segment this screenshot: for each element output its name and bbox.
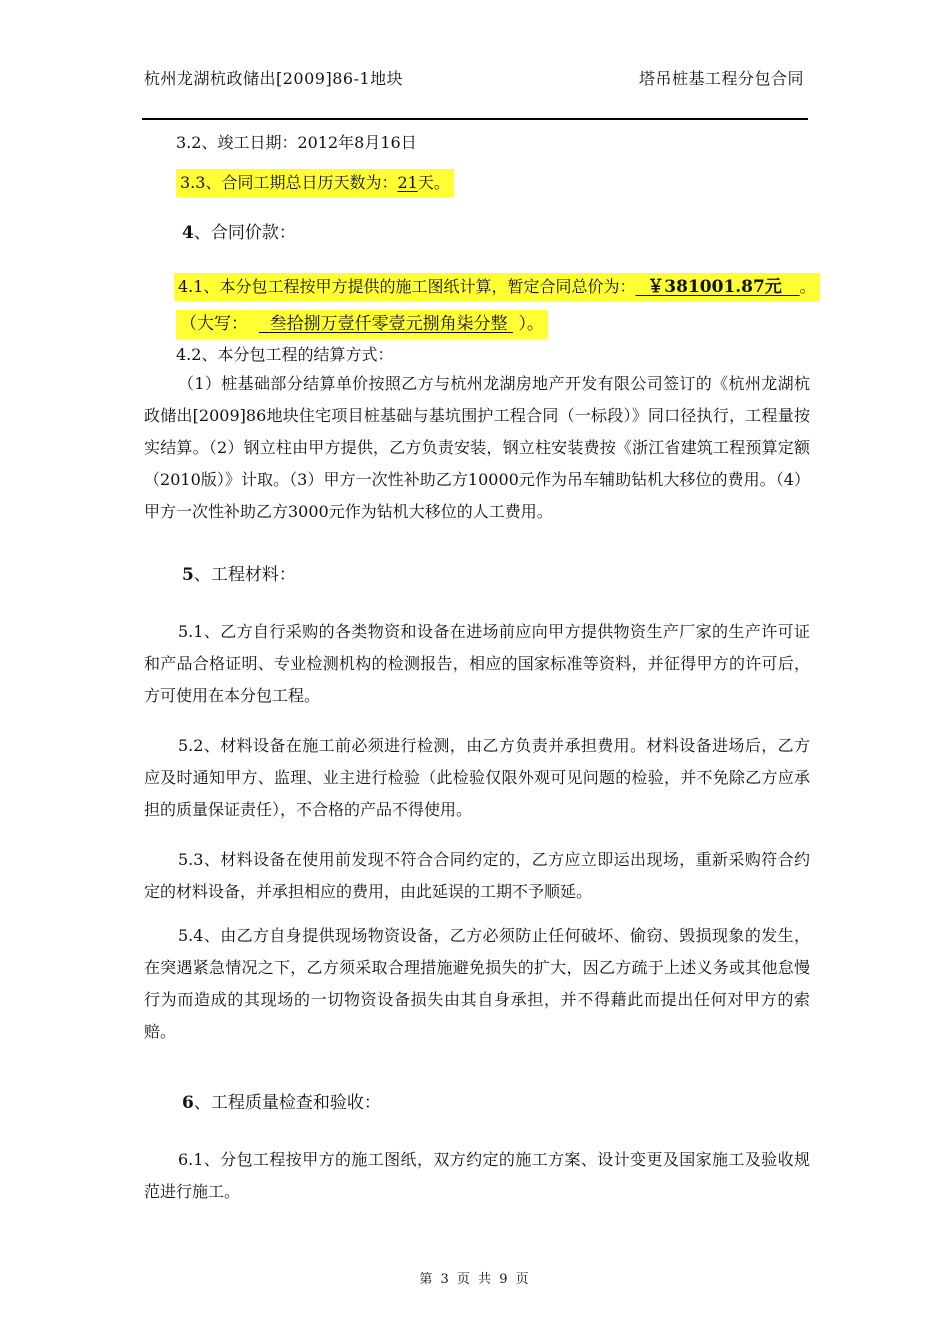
clause-4-1: 4.1、本分包工程按甲方提供的施工图纸计算，暂定合同总价为： ￥381001.87元 。 xyxy=(174,272,820,297)
header-right: 塔吊桩基工程分包合同 xyxy=(638,69,804,88)
clause-5-2: 5.2、材料设备在施工前必须进行检测，由乙方负责并承担费用。材料设备进场后，乙方应及时通知甲方、监理、业主进行检验（此检验仅限外观可见问题的检验，并不免除乙方应承担的质量保证责任），不合格的产品不得使用。 xyxy=(144,736,810,819)
clause-4-1-prefix: 4.1、本分包工程按甲方提供的施工图纸计算，暂定合同总价为： xyxy=(178,277,636,296)
contract-amount-words: 叁拾捌万壹仟零壹元捌角柒分整 xyxy=(269,314,508,334)
clause-5-3: 5.3、材料设备在使用前发现不符合合同约定的，乙方应立即运出现场，重新采购符合约定的材料设备，并承担相应的费用，由此延误的工期不予顺延。 xyxy=(144,850,810,901)
contract-amount: ￥381001.87元 xyxy=(647,277,782,297)
clause-6-1: 6.1、分包工程按甲方的施工图纸，双方约定的施工方案、设计变更及国家施工及验收规范进行施工。 xyxy=(144,1150,810,1201)
section-4-heading: 4、合同价款： xyxy=(182,223,296,243)
clause-5-1: 5.1、乙方自行采购的各类物资和设备在进场前应向甲方提供物资生产厂家的生产许可证和产品合格证明、专业检测机构的检测报告，相应的国家标准等资料，并征得甲方的许可后，方可使用在本分包工程。 xyxy=(144,622,810,705)
section-6-heading: 6、工程质量检查和验收： xyxy=(182,1093,381,1113)
clause-4-1-daxie: （大写： 叁拾捌万壹仟零壹元捌角柒分整 ）。 xyxy=(176,309,548,334)
clause-5-4: 5.4、由乙方自身提供现场物资设备，乙方必须防止任何破坏、偷窃、毁损现象的发生，在突遇紧急情况之下，乙方须采取合理措施避免损失的扩大，因乙方疏于上述义务或其他怠慢行为而造成的其现场的一切物资设备损失由其自身承担，并不得藉此而提出任何对甲方的索赔。 xyxy=(144,926,810,1041)
clause-4-2-body: （1）桩基础部分结算单价按照乙方与杭州龙湖房地产开发有限公司签订的《杭州龙湖杭政储出[2009]86地块住宅项目桩基础与基坑围护工程合同（一标段）》同口径执行，工程量按实结算。（2）钢立柱由甲方提供，乙方负责安装，钢立柱安装费按《浙江省建筑工程预算定额（2010版）》计取。（3）甲方一次性补助乙方10000元作为吊车辅助钻机大移位的费用。（4）甲方一次性补助乙方3000元作为钻机大移位的人工费用。 xyxy=(144,374,810,521)
page-footer: 第 3 页 共 9 页 xyxy=(419,1272,531,1287)
clause-3-2: 3.2、竣工日期：2012年8月16日 xyxy=(176,133,417,152)
clause-3-3-prefix: 3.3、合同工期总日历天数为： xyxy=(180,173,398,192)
clause-3-3 xyxy=(176,170,454,193)
clause-4-2: 4.2、本分包工程的结算方式： xyxy=(176,345,394,364)
header-rule xyxy=(142,118,808,120)
section-5-heading: 5、工程材料： xyxy=(182,565,296,585)
contract-days: 21 xyxy=(397,173,418,192)
header-left: 杭州龙湖杭政储出[2009]86-1地块 xyxy=(144,69,404,88)
clause-3-3-suffix: 天。 xyxy=(417,173,450,192)
